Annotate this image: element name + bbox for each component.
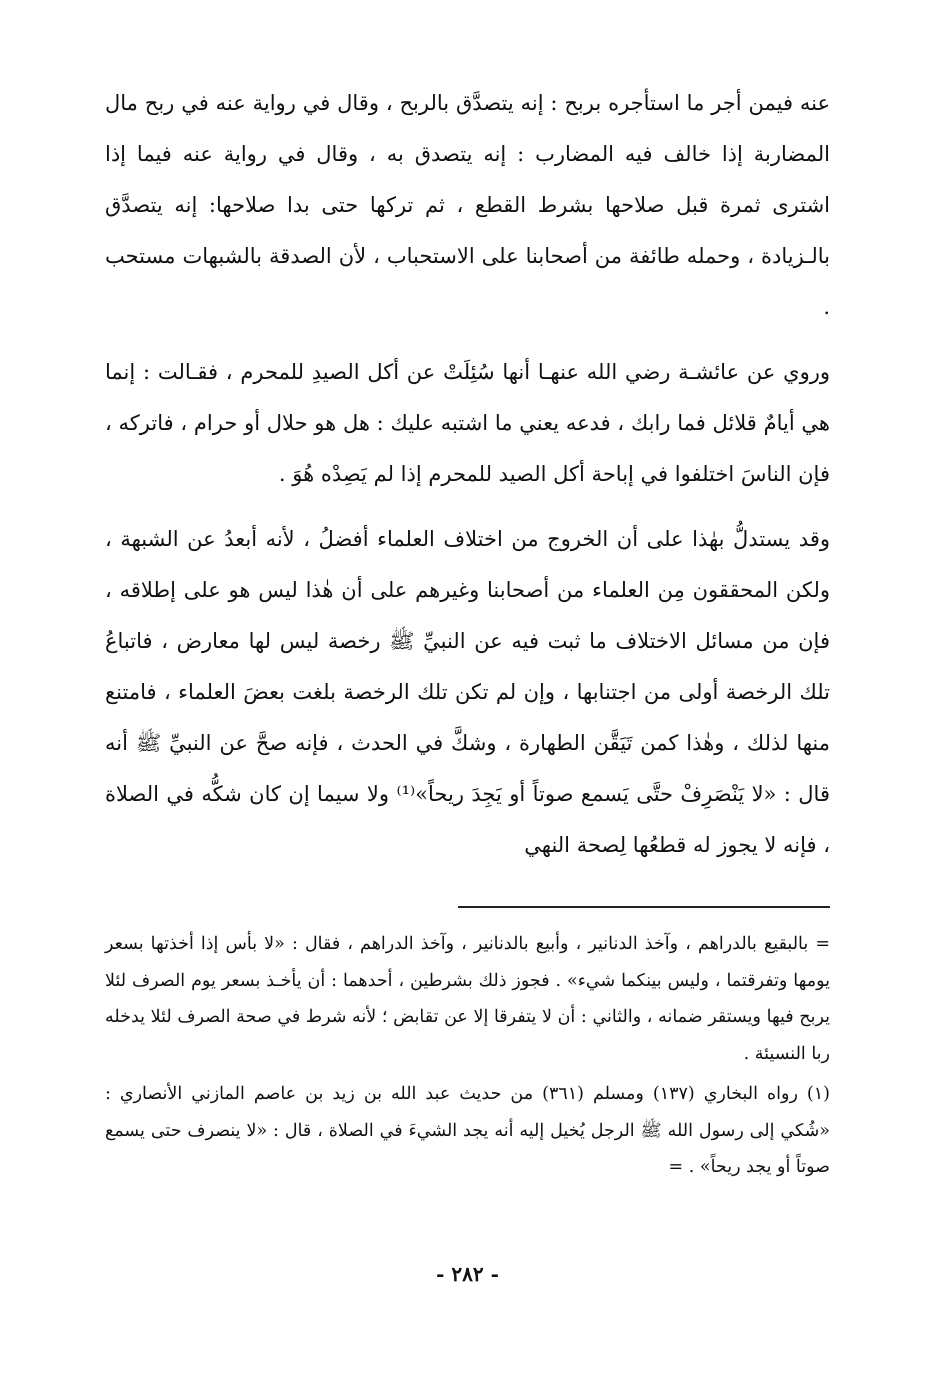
footnote-1: (١) رواه البخاري (١٣٧) ومسلم (٣٦١) من حديث عبد الله بن زيد بن عاصم المازني الأنصاري : «شُكي إلى رسول الله ﷺ الرجل يُخيل إليه أنه يجد الشيءَ في الصلاة ، قال : «لا ينصرف حتى يسمع صوتاً أو يجد ريحاً» . = bbox=[105, 1084, 830, 1177]
main-text bbox=[105, 78, 830, 894]
body-text bbox=[105, 78, 830, 894]
page-number: - ٢٨٢ - bbox=[436, 1262, 499, 1286]
paragraph-1: عنه فيمن أجر ما استأجره بربح : إنه يتصدَّق بالربح ، وقال في رواية عنه في ربح مال المضاربة إذا خالف فيه المضارب : إنه يتصدق به ، وقال في رواية عنه فيما إذا اشترى ثمرة قبل صلاحها بشرط القطع ، ثم تركها حتى بدا صلاحها: إنه يتصدَّق بالـزيادة ، وحمله طائفة من أصحابنا على الاستحباب ، لأن الصدقة بالشبهات مستحب . bbox=[105, 91, 830, 319]
paragraph-2: وروي عن عائشـة رضي الله عنهـا أنها سُئِلَتْ عن أكل الصيدِ للمحرم ، فقـالت : إنما هي أيامٌ قلائل فما رابك ، فدعه يعني ما اشتبه عليك : هل هو حلال أو حرام ، فاتركه ، فإن الناسَ اختلفوا في إباحة أكل الصيد للمحرم إذا لم يَصِدْه هُوَ . bbox=[105, 360, 830, 486]
footnote-continuation: = بالبقيع بالدراهم ، وآخذ الدنانير ، وأبيع بالدنانير ، وآخذ الدراهم ، فقال : «لا بأس إذا أخذتها بسعر يومها وتفرقتما ، وليس بينكما شيء» . فجوز ذلك بشرطين ، أحدهما : أن يأخـذ بسعر يوم الصرف لئلا يربح فيها ويستقر ضمانه ، والثاني : أن لا يتفرقا إلا عن تقابض ؛ لأنه شرط في صحة الصرف لئلا يدخله ربا النسيئة . bbox=[105, 934, 830, 1064]
footnotes bbox=[105, 926, 830, 1186]
footnote-separator bbox=[458, 906, 830, 908]
paragraph-3: وقد يستدلُّ بهٰذا على أن الخروج من اختلاف العلماء أفضلُ ، لأنه أبعدُ عن الشبهة ، ولكن المحققون مِن العلماء من أصحابنا وغيرهم على أن هٰذا ليس هو على إطلاقه ، فإن من مسائل الاختلاف ما ثبت فيه عن النبيِّ ﷺ رخصة ليس لها معارض ، فاتباعُ تلك الرخصة أولى من اجتنابها ، وإن لم تكن تلك الرخصة بلغت بعضَ العلماء ، فامتنع منها لذلك ، وهٰذا كمن تَيَقَّن الطهارة ، وشكَّ في الحدث ، فإنه صحَّ عن النبيِّ ﷺ أنه قال : «لا يَنْصَرِفْ حتَّى يَسمع صوتاً أو يَجِدَ ريحاً»⁽¹⁾ ولا سيما إن كان شكُّه في الصلاة ، فإنه لا يجوز له قطعُها لِصحة النهي bbox=[105, 527, 830, 857]
